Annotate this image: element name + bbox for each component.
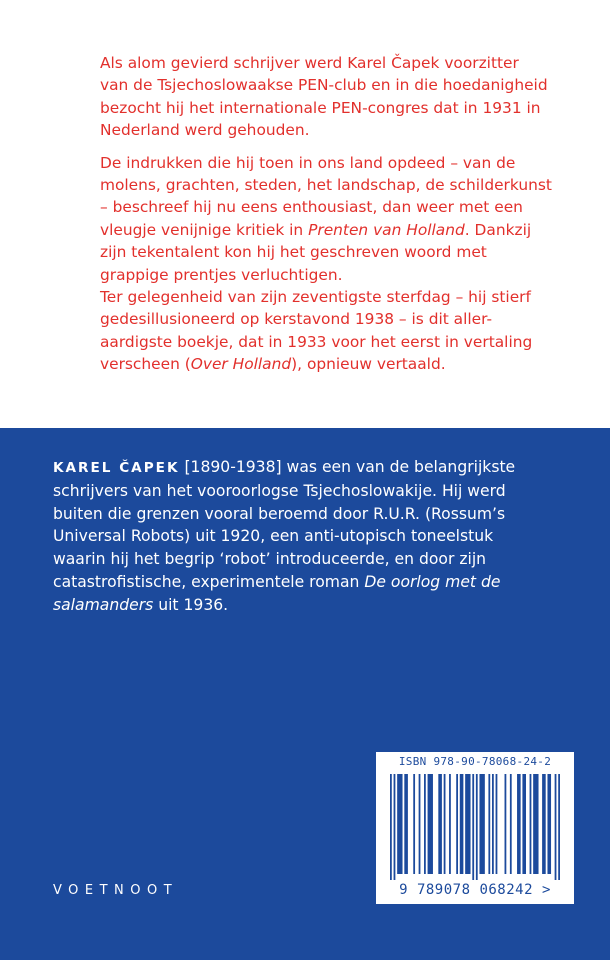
ean-number: 9 789078 068242 > [399,882,551,898]
blurb-line: vleugje venijnige kritiek in [100,220,309,239]
barcode-bar [505,774,507,874]
blurb-line: De indrukken die hij toen in ons land opdeed – van de [100,153,516,172]
bio-line: uit 1936. [153,595,229,614]
barcode-bar [547,774,551,874]
barcode-bar [479,774,484,874]
blurb-line: molens, grachten, steden, het landschap, de schilderkunst [100,176,552,195]
barcode-bar [390,774,392,880]
blurb-line: van de Tsjechoslowaakse PEN-club en in die hoedanigheid [100,76,548,95]
barcode-bar [510,774,512,874]
barcode-bar [419,774,421,874]
blurb-line: . Dankzij [464,220,532,239]
bio-line: buiten die grenzen vooral beroemd door R.U.R. (Rossum’s [53,504,506,523]
blurb-line: – beschreef hij nu eens enthousiast, dan weer met een [100,198,523,217]
barcode-bar [542,774,546,874]
blurb-paragraph-2 [100,152,600,286]
blurb-paragraph-3 [100,286,600,376]
blurb-line: grappige prentjes verluchtigen. [100,265,343,284]
blurb-line: Ter gelegenheid van zijn zeventigste sterfdag – hij stierf [100,288,531,307]
barcode-bar [517,774,521,874]
barcode-bar [456,774,458,874]
barcode-bar [413,774,415,874]
blurb-line: bezocht hij het internationale PEN-congres dat in 1931 in [100,98,541,117]
barcode-bar [397,774,402,874]
author-bio [53,456,598,617]
bio-line: schrijvers van het vooroorlogse Tsjechoslowakije. Hij werd [53,481,506,500]
book-title-salamanders: salamanders [53,595,154,614]
barcode-bar [530,774,532,874]
publisher-logo: VOETNOOT [53,883,179,898]
blurb-paragraph-1 [100,52,600,142]
blurb-line: aardigste boekje, dat in 1933 voor het eerst in vertaling [100,332,533,351]
barcode-bar [472,774,474,880]
barcode-bar [428,774,433,874]
barcode-bar [522,774,526,874]
book-title-prenten: Prenten van Holland [308,220,465,239]
bio-line: waarin hij het begrip ‘robot’ introduceerde, en door zijn [53,550,487,569]
barcode-bars [390,774,560,880]
barcode-bar [438,774,442,874]
barcode-bar [558,774,560,880]
barcode-bar [496,774,498,874]
blurb-line: ), opnieuw vertaald. [291,355,446,374]
blurb-line: zijn tekentalent kon hij het geschreven woord met [100,243,487,262]
bio-line: Universal Robots) uit 1920, een anti-utopisch toneelstuk [53,527,494,546]
barcode-bar [444,774,446,874]
author-name: KAREL ČAPEK [53,460,180,476]
blurb-line: gedesillusioneerd op kerstavond 1938 – is dit aller- [100,310,493,329]
book-title-over-holland: Over Holland [190,355,292,374]
barcode-bar [460,774,464,874]
book-title-oorlog: De oorlog met de [364,572,501,591]
isbn-label: ISBN 978-90-78068-24-2 [398,755,552,768]
barcode-bar [404,774,408,874]
bio-line: catastrofistische, experimentele roman [53,572,365,591]
blurb-line: Nederland werd gehouden. [100,121,310,140]
barcode-bar [394,774,396,880]
barcode-bar [555,774,557,880]
barcode-bar [424,774,426,874]
white-panel [0,0,610,428]
barcode-bar [476,774,478,880]
blurb-line: Als alom gevierd schrijver werd Karel Čapek voorzitter [100,54,519,72]
barcode-bar [449,774,451,874]
blurb [100,52,600,376]
barcode-bar [488,774,490,874]
barcode-bar [533,774,538,874]
blurb-line: verscheen ( [100,355,191,374]
isbn-barcode [376,752,574,904]
bio-line: [1890-1938] was een van de belangrijkste [179,458,516,476]
barcode-bar [492,774,494,874]
barcode-bar [465,774,470,874]
